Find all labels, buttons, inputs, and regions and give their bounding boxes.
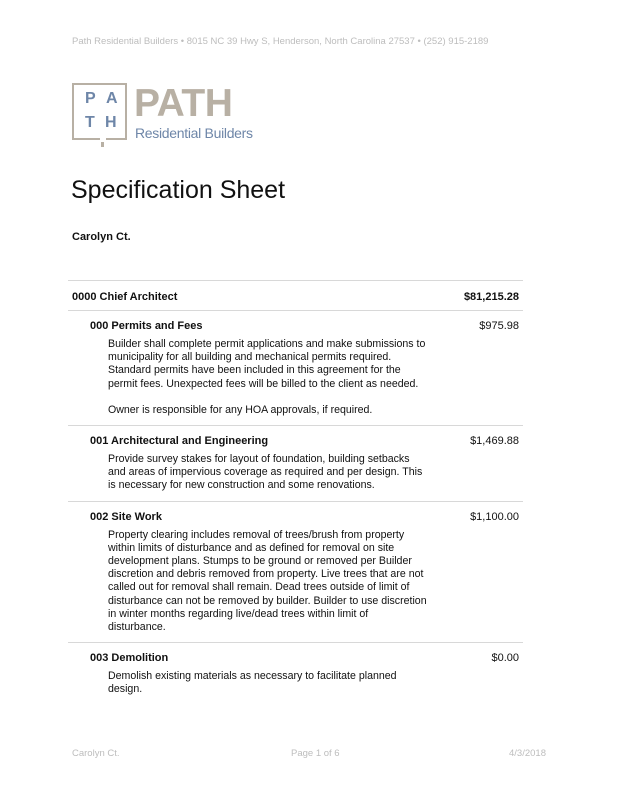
description-paragraph: Demolish existing materials as necessary to facilitate planned design. bbox=[108, 670, 397, 696]
logo-frame bbox=[72, 83, 127, 140]
item-description bbox=[108, 453, 428, 493]
item-description bbox=[108, 529, 428, 635]
spec-item bbox=[68, 426, 523, 501]
item-description bbox=[108, 338, 428, 417]
logo-subtitle: Residential Builders bbox=[135, 125, 253, 141]
specification-table bbox=[68, 280, 523, 705]
item-name: 003 Demolition bbox=[90, 652, 169, 665]
item-cost: $1,100.00 bbox=[470, 510, 519, 523]
logo-letter: H bbox=[105, 114, 117, 131]
section-header bbox=[68, 281, 523, 310]
section-total: $81,215.28 bbox=[463, 291, 519, 303]
project-name: Carolyn Ct. bbox=[72, 231, 131, 243]
company-header: Path Residential Builders • 8015 NC 39 Hwy S, Henderson, North Carolina 27537 • (252) 915-2189 bbox=[72, 36, 489, 47]
item-name: 002 Site Work bbox=[90, 510, 162, 523]
logo-letter: A bbox=[106, 90, 118, 107]
spec-item bbox=[68, 311, 523, 425]
item-name: 000 Permits and Fees bbox=[90, 320, 203, 332]
page-title: Specification Sheet bbox=[71, 176, 286, 204]
footer-page-number: Page 1 of 6 bbox=[291, 748, 340, 759]
description-paragraph: Owner is responsible for any HOA approvals, if required. bbox=[108, 403, 373, 416]
spec-item bbox=[68, 643, 523, 704]
logo-letter: T bbox=[85, 114, 95, 131]
description-paragraph: Builder shall complete permit applications and make submissions to municipality for all building and mechanical permits required. Standard permits have been included in this agreement for the permit fees. Unexpected fees will be billed to the client as needed. bbox=[108, 338, 426, 390]
item-description bbox=[108, 670, 428, 696]
logo-letter: P bbox=[85, 90, 96, 107]
logo-wordmark: PATH bbox=[134, 82, 233, 125]
item-name: 001 Architectural and Engineering bbox=[90, 435, 269, 448]
section-name: 0000 Chief Architect bbox=[72, 291, 178, 303]
company-logo bbox=[72, 82, 253, 149]
item-cost: $1,469.88 bbox=[470, 435, 519, 448]
item-cost: $0.00 bbox=[491, 652, 519, 665]
item-cost: $975.98 bbox=[479, 320, 519, 332]
description-paragraph: Provide survey stakes for layout of foundation, building setbacks and areas of impervious coverage as required and per design. This is necessary for new construction and some renovations. bbox=[108, 453, 423, 492]
footer-project: Carolyn Ct. bbox=[72, 748, 120, 759]
footer-date: 4/3/2018 bbox=[509, 748, 546, 759]
description-paragraph: Property clearing includes removal of trees/brush from property within limits of disturbance and as defined for removal on site development plans. Stumps to be ground or removed per Builder discretion and debris removed from property. Live trees that are not called out for removal shall remain. Dead trees outside of limit of disturbance can not be removed by builder. Builder to use discretion in winter months regarding live/dead trees within limit of disturbance. bbox=[108, 528, 427, 634]
spec-item bbox=[68, 502, 523, 643]
logo-frame-dot bbox=[101, 142, 104, 147]
